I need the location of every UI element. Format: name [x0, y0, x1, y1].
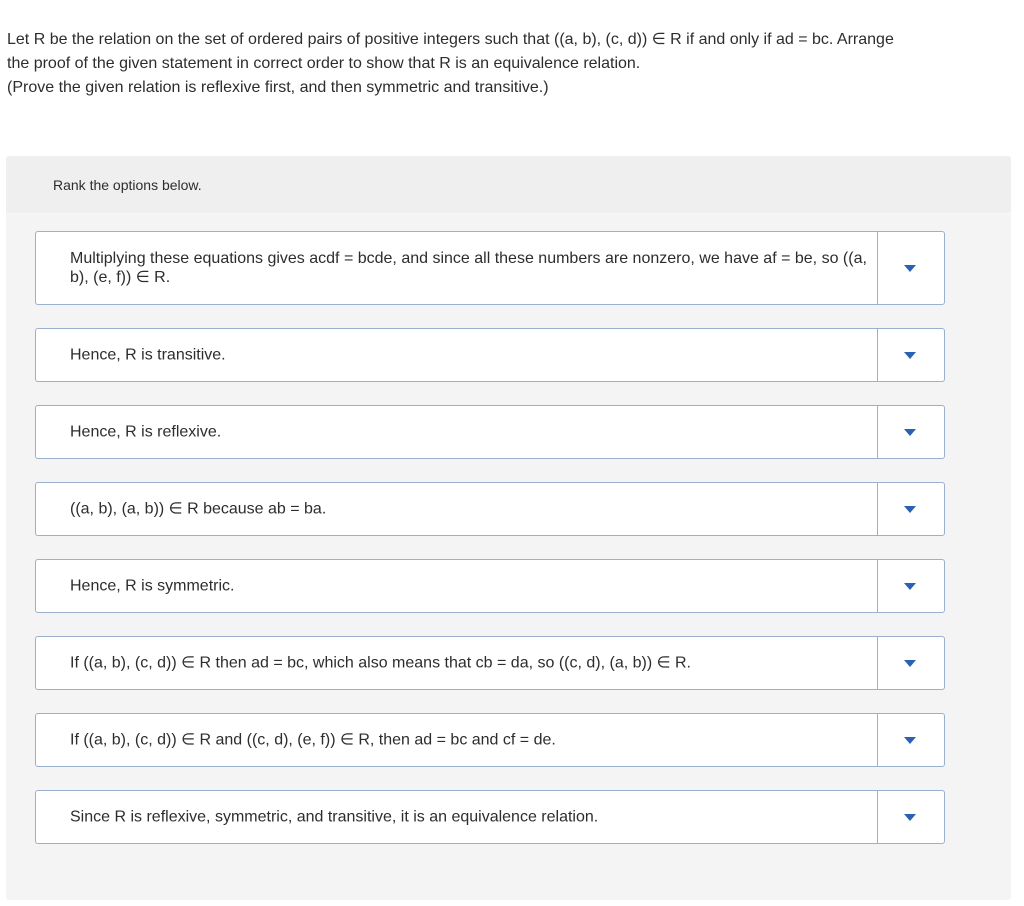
rank-option[interactable]	[35, 231, 945, 305]
caret-down-icon	[904, 660, 916, 667]
question-line-1: Let R be the relation on the set of ordered pairs of positive integers such that ((a, b), (c, d)) ∈ R if and only if ad = bc. Arrange	[7, 31, 894, 48]
rank-option[interactable]	[35, 482, 945, 536]
question-text	[7, 28, 997, 100]
caret-down-icon	[904, 814, 916, 821]
caret-down-icon	[904, 737, 916, 744]
rank-dropdown-button[interactable]	[877, 560, 944, 612]
caret-down-icon	[904, 352, 916, 359]
ranking-panel	[6, 156, 1011, 900]
rank-option[interactable]	[35, 328, 945, 382]
rank-option[interactable]	[35, 559, 945, 613]
rank-option-text: Multiplying these equations gives acdf = bcde, and since all these numbers are nonzero, we have af = be, so ((a, b), (e, f)) ∈ R.	[70, 250, 867, 286]
rank-option-text: Hence, R is symmetric.	[70, 577, 235, 595]
rank-option[interactable]	[35, 405, 945, 459]
rank-option-text: If ((a, b), (c, d)) ∈ R and ((c, d), (e, f)) ∈ R, then ad = bc and cf = de.	[70, 731, 556, 749]
caret-down-icon	[904, 506, 916, 513]
rank-dropdown-button[interactable]	[877, 483, 944, 535]
rank-dropdown-button[interactable]	[877, 637, 944, 689]
rank-option-text: ((a, b), (a, b)) ∈ R because ab = ba.	[70, 500, 327, 518]
rank-dropdown-button[interactable]	[877, 406, 944, 458]
rank-dropdown-button[interactable]	[877, 232, 944, 304]
rank-option[interactable]	[35, 790, 945, 844]
caret-down-icon	[904, 583, 916, 590]
rank-dropdown-button[interactable]	[877, 329, 944, 381]
rank-dropdown-button[interactable]	[877, 714, 944, 766]
question-line-3: (Prove the given relation is reflexive first, and then symmetric and transitive.)	[7, 79, 549, 96]
question-line-2: the proof of the given statement in correct order to show that R is an equivalence relation.	[7, 55, 641, 72]
rank-dropdown-button[interactable]	[877, 791, 944, 843]
ranking-instruction: Rank the options below.	[53, 177, 202, 193]
rank-option[interactable]	[35, 636, 945, 690]
rank-option[interactable]	[35, 713, 945, 767]
caret-down-icon	[904, 265, 916, 272]
ranking-panel-header	[6, 156, 1011, 214]
rank-option-text: If ((a, b), (c, d)) ∈ R then ad = bc, which also means that cb = da, so ((c, d), (a, b)) ∈ R.	[70, 654, 691, 672]
caret-down-icon	[904, 429, 916, 436]
rank-option-text: Hence, R is transitive.	[70, 346, 226, 364]
rank-option-text: Since R is reflexive, symmetric, and transitive, it is an equivalence relation.	[70, 808, 599, 826]
rank-option-text: Hence, R is reflexive.	[70, 423, 222, 441]
